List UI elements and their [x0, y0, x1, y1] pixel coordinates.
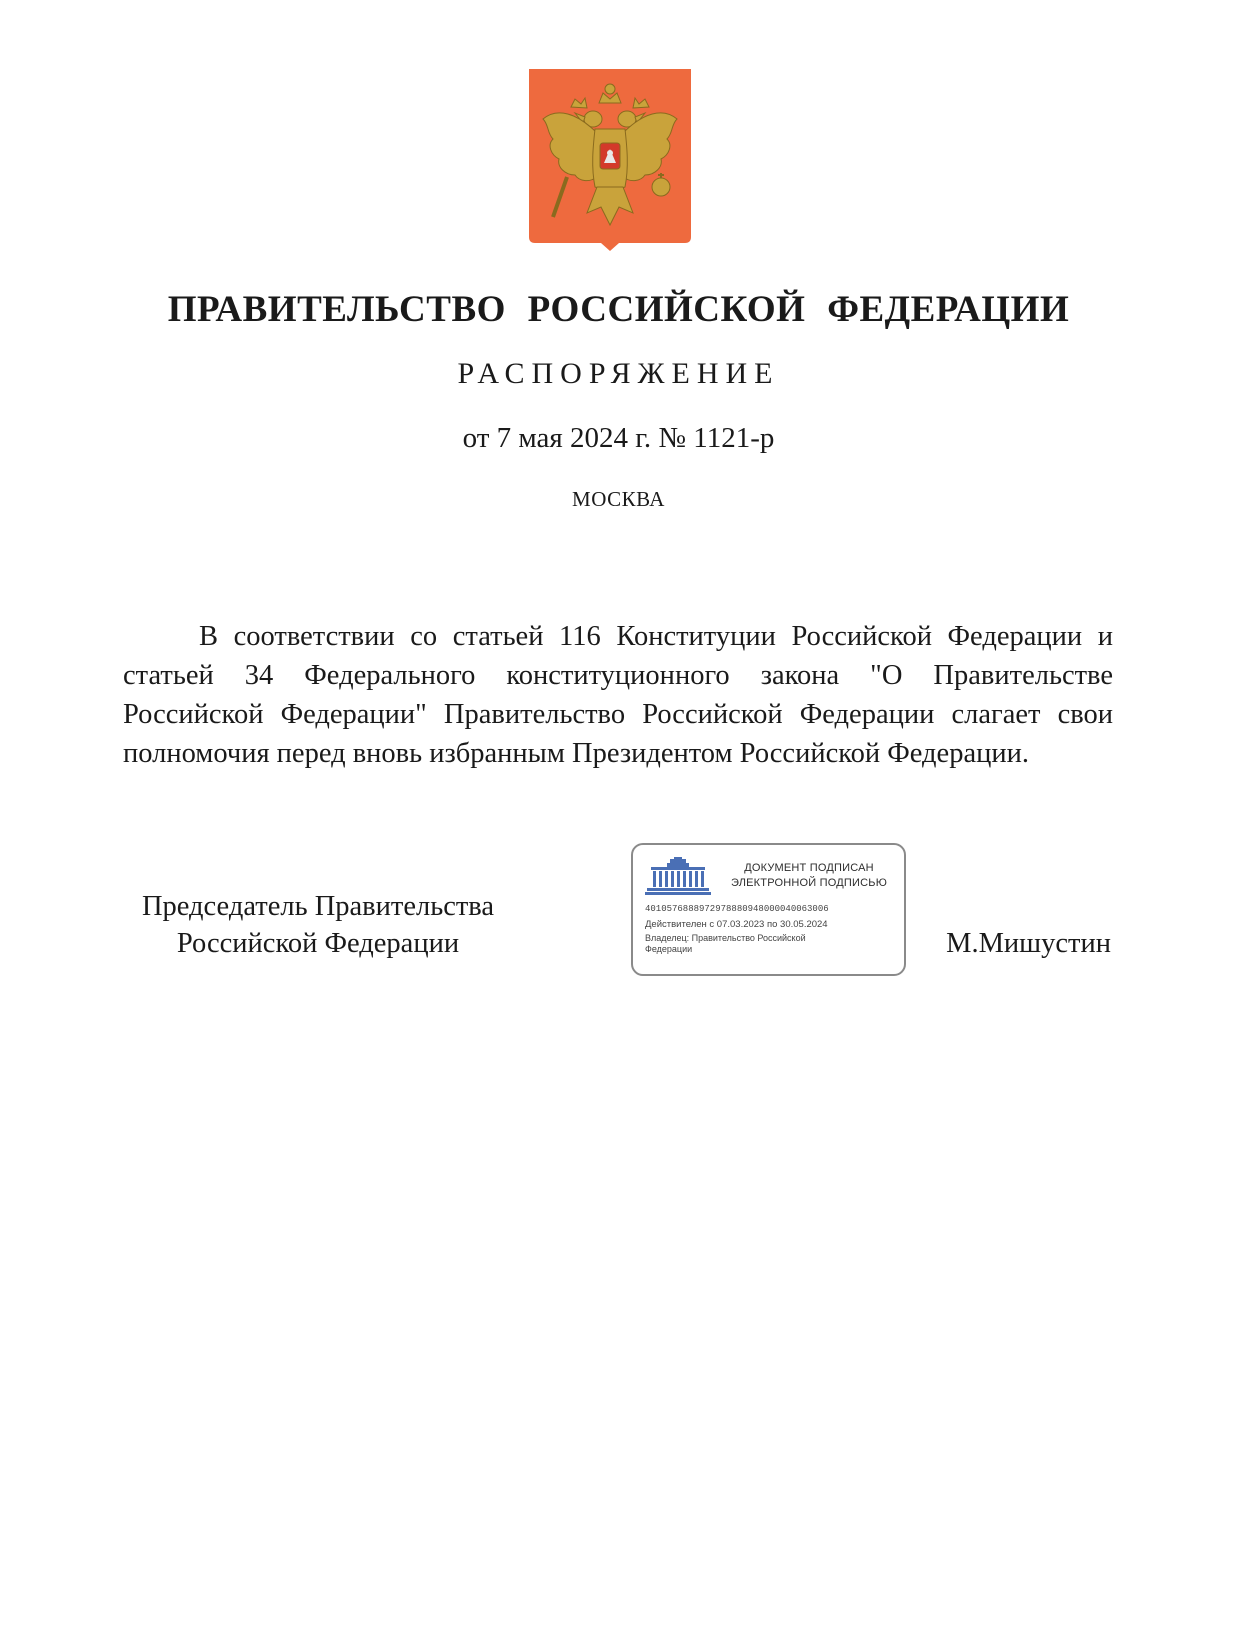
government-building-icon [645, 857, 711, 895]
document-date-number: от 7 мая 2024 г. № 1121-р [462, 422, 775, 454]
signatory-position: Председатель Правительства Российской Федерации [141, 891, 495, 959]
stamp-heading [719, 861, 899, 891]
body-paragraph: В соответствии со статьей 116 Конституции Российской Федерации и статьей 34 Федерального конституционного закона "О Правительстве Российской Федерации" Правительство Российской Федерации слагает свои полномочия перед вновь избранным Президентом Российской Федерации. [123, 621, 1113, 769]
certificate-validity: Действителен с 07.03.2023 по 30.05.2024 [645, 919, 828, 930]
signatory-name: М.Мишустин [946, 928, 1111, 959]
certificate-owner: Владелец: Правительство Российской Федерации [645, 933, 806, 954]
document-type: РАСПОРЯЖЕНИЕ [457, 357, 780, 390]
stamp-heading-line1: ДОКУМЕНТ ПОДПИСАН [744, 862, 874, 874]
certificate-serial: 4010576888972978880948000040063006 [645, 904, 829, 914]
document-city: МОСКВА [572, 487, 665, 511]
coat-of-arms-icon [527, 67, 693, 252]
stamp-heading-line2: ЭЛЕКТРОННОЙ ПОДПИСЬЮ [730, 877, 888, 889]
government-title: ПРАВИТЕЛЬСТВО РОССИЙСКОЙ ФЕДЕРАЦИИ [167, 289, 1070, 330]
electronic-signature-stamp [631, 843, 906, 976]
